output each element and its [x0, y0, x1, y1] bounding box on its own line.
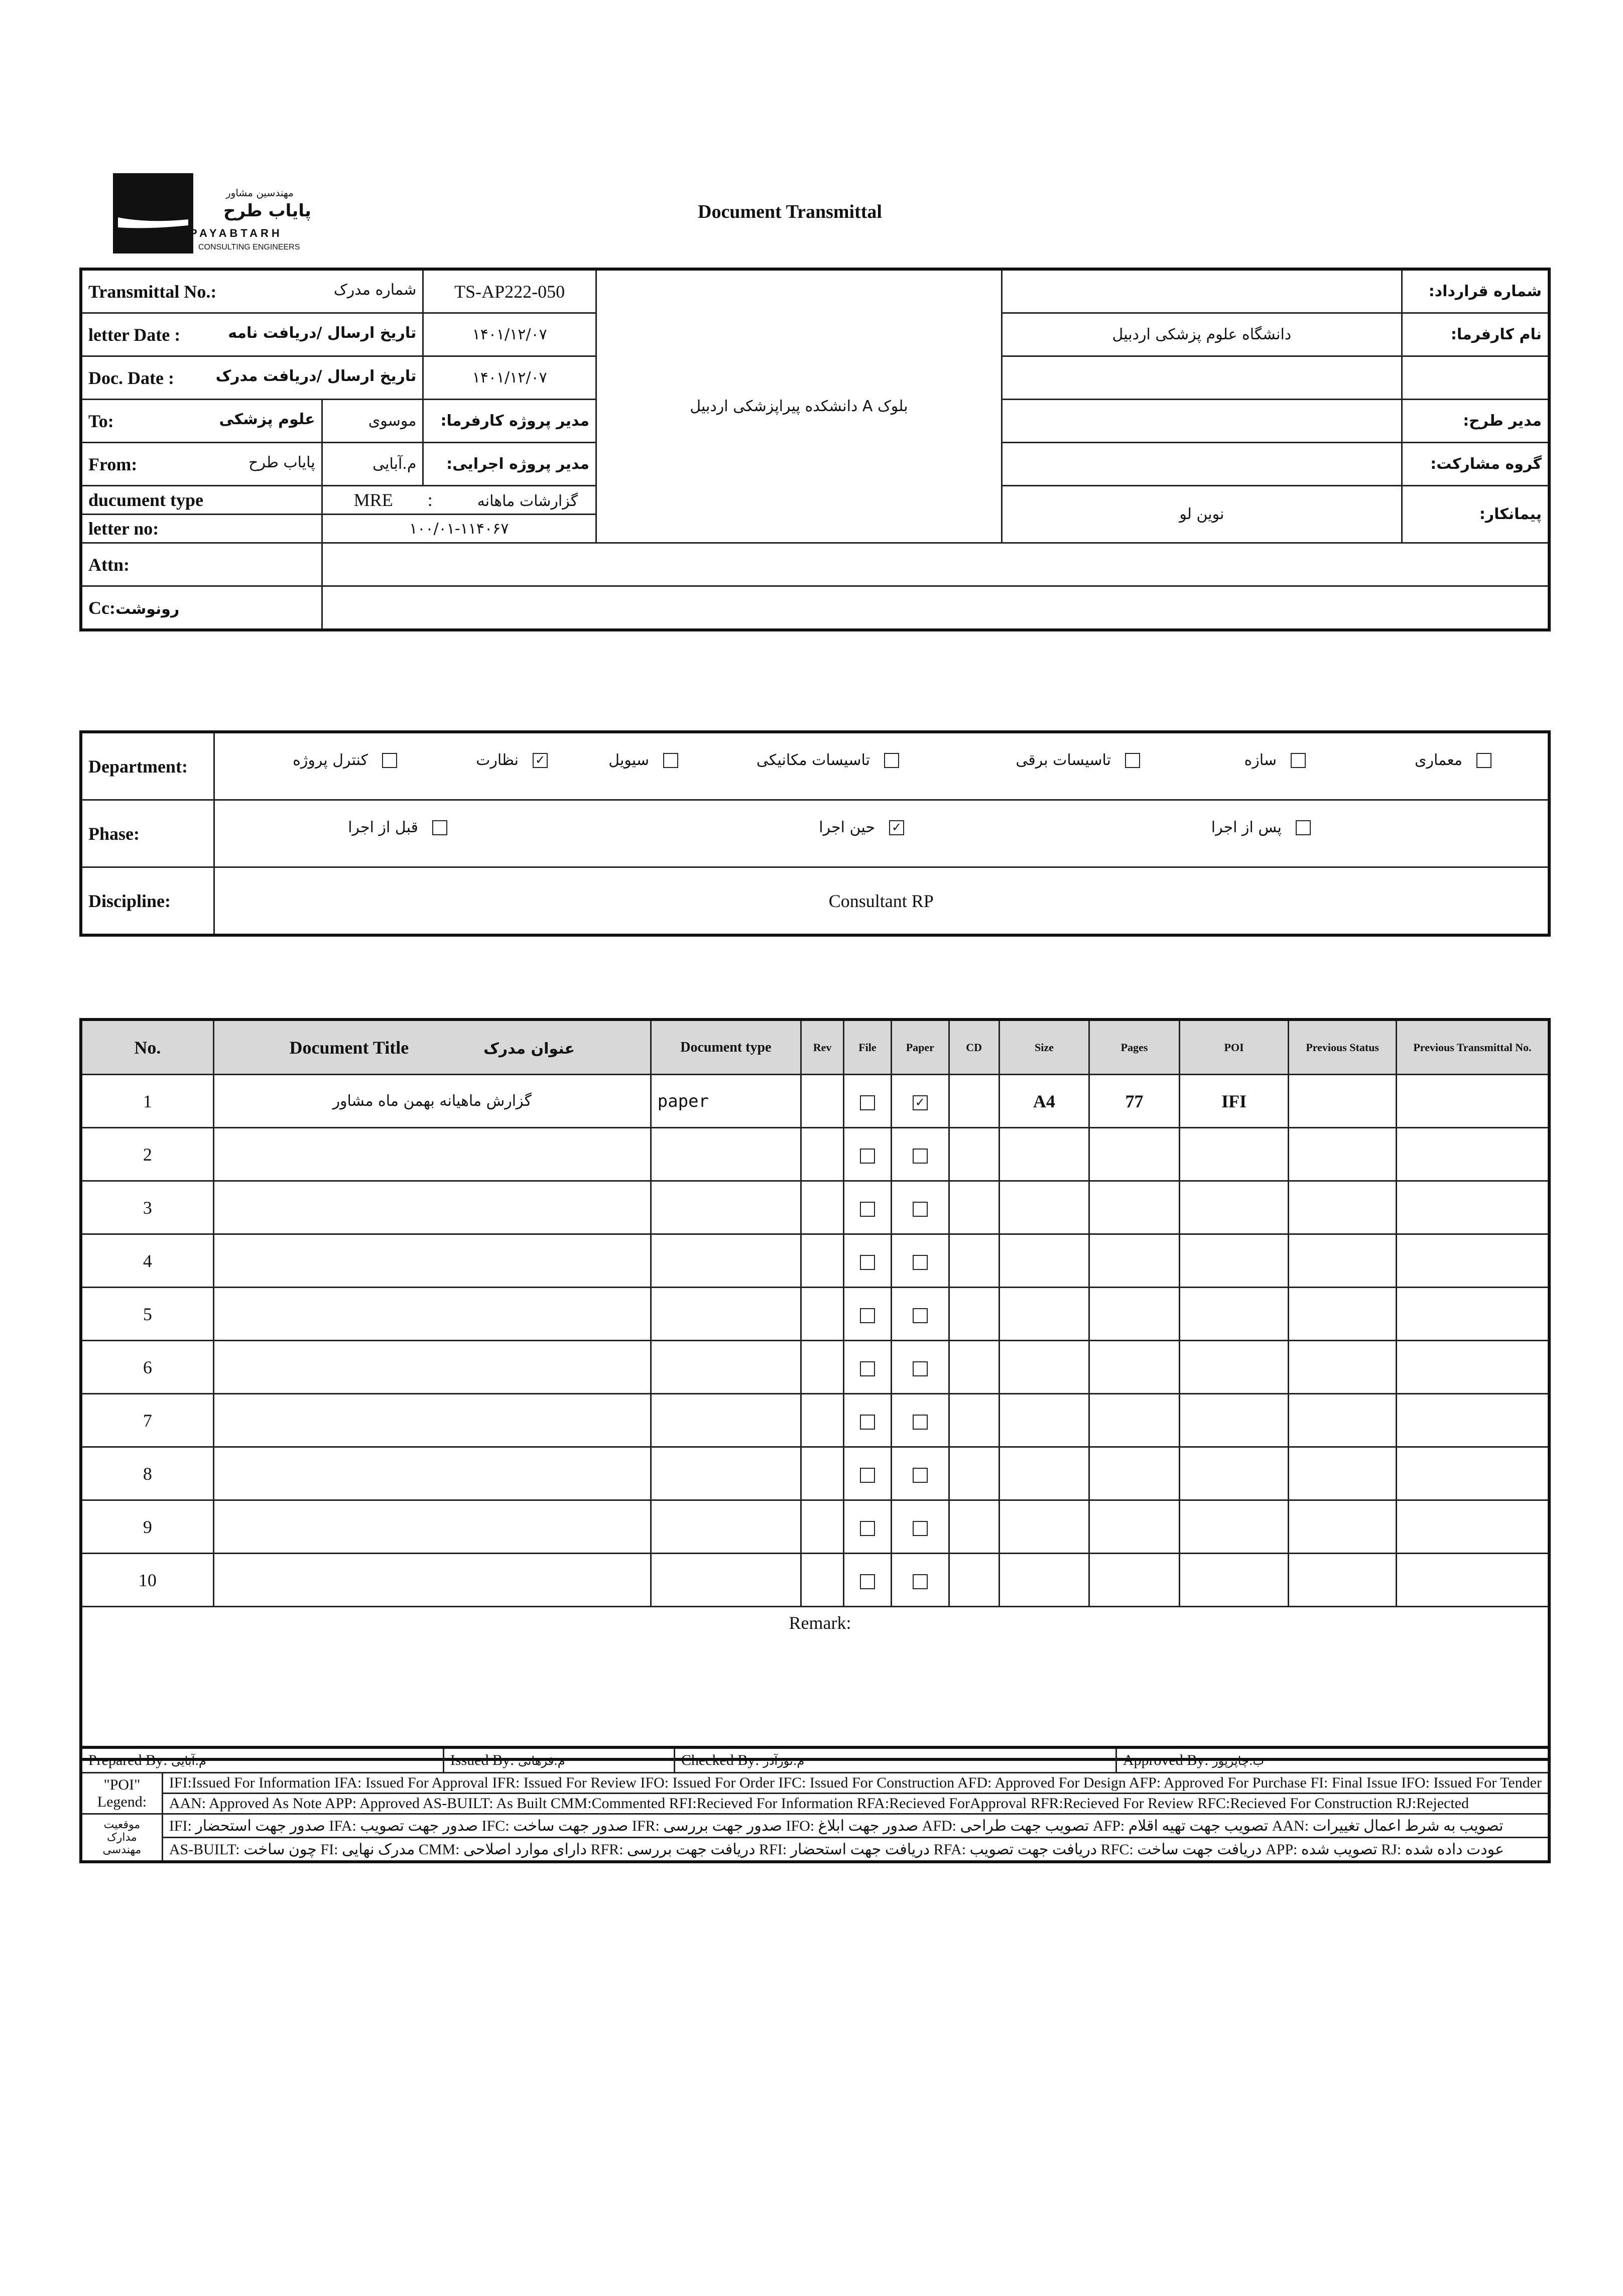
attn-label: Attn: — [81, 543, 322, 586]
row-prev-status — [1289, 1075, 1397, 1128]
issued-by-label: Issued By: — [450, 1752, 515, 1768]
documents-table — [79, 1018, 1551, 1761]
checked-by-label: Checked By: — [681, 1752, 760, 1768]
row-prev-transmittal — [1396, 1234, 1549, 1288]
row-no: 6 — [81, 1341, 213, 1394]
row-paper — [891, 1288, 949, 1341]
phase-options — [221, 819, 1542, 849]
documents-header-row — [81, 1019, 1549, 1075]
file-checkbox[interactable] — [860, 1308, 875, 1323]
row-rev — [801, 1075, 844, 1128]
row-rev — [801, 1128, 844, 1181]
row-size — [999, 1554, 1089, 1607]
doc-type-fa: گزارشات ماهانه — [477, 492, 578, 510]
issued-by-cell — [443, 1747, 674, 1773]
documents-body — [81, 1075, 1549, 1607]
table-row — [81, 1181, 1549, 1234]
from-person: م.آبایی — [322, 443, 423, 486]
paper-checkbox[interactable] — [913, 1521, 928, 1536]
company-logo-mark — [113, 173, 193, 253]
doc-type-label: ducument type — [81, 486, 322, 515]
row-pages — [1089, 1500, 1180, 1554]
row-cd — [949, 1341, 999, 1394]
phase-checkbox[interactable] — [1296, 820, 1311, 835]
row-paper — [891, 1181, 949, 1234]
contractor-label: پیمانکار: — [1402, 486, 1549, 543]
row-size: A4 — [999, 1075, 1089, 1128]
row-poi — [1179, 1447, 1289, 1500]
file-checkbox[interactable] — [860, 1149, 875, 1164]
row-title — [213, 1394, 651, 1447]
row-prev-transmittal — [1396, 1341, 1549, 1394]
client-label: نام کارفرما: — [1402, 313, 1549, 356]
file-checkbox[interactable] — [860, 1521, 875, 1536]
doc-type-code: MRE — [353, 490, 393, 510]
to-label: To: — [88, 411, 114, 431]
row-pages — [1089, 1181, 1180, 1234]
dept-checkbox[interactable] — [1125, 753, 1140, 768]
table-row — [81, 1554, 1549, 1607]
row-size — [999, 1234, 1089, 1288]
row-type — [651, 1128, 801, 1181]
to-role: مدیر پروژه کارفرما: — [423, 400, 596, 443]
to-person: موسوی — [322, 400, 423, 443]
table-row — [81, 1075, 1549, 1128]
col-header-file: File — [844, 1019, 892, 1075]
department-label: Department: — [81, 732, 214, 800]
row-no: 1 — [81, 1075, 213, 1128]
row-prev-transmittal — [1396, 1181, 1549, 1234]
paper-checkbox[interactable] — [913, 1361, 928, 1376]
col-header-rev: Rev — [801, 1019, 844, 1075]
row-file — [844, 1554, 892, 1607]
row-type — [651, 1500, 801, 1554]
status-legend-line-1: IFI: صدور جهت استحضار IFA: صدور جهت تصویب IFC: صدور جهت ساخت IFR: صدور جهت بررسی IFO: صدور جهت ابلاغ AFD: تصویب جهت طراحی AFP: تصویب جهت تهیه اقلام AAN: تصویب به شرط اعمال تغییرات — [162, 1814, 1549, 1838]
row-prev-transmittal — [1396, 1128, 1549, 1181]
dept-checkbox[interactable] — [382, 753, 397, 768]
row-rev — [801, 1554, 844, 1607]
dept-option-supervision[interactable]: ✓نظارت — [476, 751, 548, 769]
dept-option-mechanical[interactable]: تاسیسات مکانیکی — [757, 751, 899, 769]
col-header-cd: CD — [949, 1019, 999, 1075]
row-cd — [949, 1181, 999, 1234]
col-header-title-en: Document Title — [289, 1037, 409, 1058]
design-manager-label: مدیر طرح: — [1402, 400, 1549, 443]
row-pages — [1089, 1234, 1180, 1288]
row-pages — [1089, 1288, 1180, 1341]
row-paper — [891, 1394, 949, 1447]
dept-option-electrical[interactable]: تاسیسات برقی — [1016, 751, 1140, 769]
row-cd — [949, 1128, 999, 1181]
file-checkbox[interactable] — [860, 1361, 875, 1376]
row-type: paper — [651, 1075, 801, 1128]
phase-checkbox-checked[interactable]: ✓ — [889, 820, 904, 835]
doc-date-label: Doc. Date : — [88, 367, 174, 388]
discipline-label: Discipline: — [81, 867, 214, 936]
row-prev-status — [1289, 1341, 1397, 1394]
col-header-no: No. — [81, 1019, 213, 1075]
row-cd — [949, 1234, 999, 1288]
paper-checkbox[interactable] — [913, 1149, 928, 1164]
row-title — [213, 1341, 651, 1394]
row-size — [999, 1447, 1089, 1500]
prepared-by-value: م.آبایی — [171, 1754, 206, 1768]
col-header-paper: Paper — [891, 1019, 949, 1075]
cc-value — [322, 586, 1549, 630]
row-pages: 77 — [1089, 1075, 1180, 1128]
row-rev — [801, 1447, 844, 1500]
phase-option-during[interactable]: ✓حین اجرا — [819, 819, 904, 836]
row-poi — [1179, 1554, 1289, 1607]
row-file — [844, 1288, 892, 1341]
row-title — [213, 1554, 651, 1607]
blank-cell — [1002, 356, 1402, 400]
row-type — [651, 1447, 801, 1500]
row-pages — [1089, 1394, 1180, 1447]
poi-legend-line-2: AAN: Approved As Note APP: Approved AS-BUILT: As Built CMM:Commented RFI:Recieved For Information RFA:Recieved ForApproval RFR:Recieved For Review RFC:Recieved For Construction RJ:Rejected — [162, 1794, 1549, 1814]
to-value: علوم پزشکی — [219, 410, 315, 428]
project-title: بلوک A دانشکده پیراپزشکی اردبیل — [596, 269, 1002, 543]
row-title — [213, 1500, 651, 1554]
logo-en-subtitle: CONSULTING ENGINEERS — [198, 243, 300, 251]
checked-by-value: م.نورآذر — [763, 1754, 805, 1768]
row-paper — [891, 1447, 949, 1500]
row-prev-status — [1289, 1554, 1397, 1607]
file-checkbox[interactable] — [860, 1255, 875, 1270]
partnership-label: گروه مشارکت: — [1402, 443, 1549, 486]
row-cd — [949, 1447, 999, 1500]
row-rev — [801, 1288, 844, 1341]
row-cd — [949, 1288, 999, 1341]
paper-checkbox[interactable] — [913, 1574, 928, 1589]
paper-checkbox-checked[interactable]: ✓ — [913, 1095, 928, 1110]
row-title — [213, 1181, 651, 1234]
dept-option-civil[interactable]: سیویل — [608, 751, 678, 769]
row-type — [651, 1288, 801, 1341]
contractor-value: نوین لو — [1002, 486, 1402, 543]
row-file — [844, 1234, 892, 1288]
letter-date-value: ۱۴۰۱/۱۲/۰۷ — [423, 313, 596, 356]
col-header-type: Document type — [651, 1019, 801, 1075]
remark-label: Remark: — [789, 1613, 851, 1633]
logo-fa-subtitle: مهندسین مشاور — [226, 187, 294, 199]
row-cd — [949, 1394, 999, 1447]
paper-checkbox[interactable] — [913, 1415, 928, 1430]
design-manager-value — [1002, 400, 1402, 443]
letter-no-value: ۱۰۰/۰۱-۱۱۴۰۶۷ — [322, 515, 596, 543]
row-poi: IFI — [1179, 1075, 1289, 1128]
approved-by-value: ب.چاپرپور — [1212, 1754, 1265, 1768]
classification-table — [79, 730, 1551, 937]
remark-cell[interactable] — [81, 1607, 1549, 1760]
table-row — [81, 1288, 1549, 1341]
checked-by-cell — [674, 1747, 1116, 1773]
prepared-by-label: Prepared By: — [88, 1752, 168, 1768]
table-row — [81, 1447, 1549, 1500]
col-header-poi: POI — [1179, 1019, 1289, 1075]
phase-option-before[interactable]: قبل از اجرا — [348, 819, 447, 836]
row-poi — [1179, 1394, 1289, 1447]
row-no: 5 — [81, 1288, 213, 1341]
row-no: 10 — [81, 1554, 213, 1607]
row-poi — [1179, 1341, 1289, 1394]
row-file — [844, 1500, 892, 1554]
row-prev-status — [1289, 1128, 1397, 1181]
phase-checkbox[interactable] — [432, 820, 447, 835]
blank-cell — [1402, 356, 1549, 400]
status-legend-line-2: AS-BUILT: چون ساخت FI: مدرک نهایی CMM: دارای موارد اصلاحی RFR: دریافت جهت بررسی RFI: دریافت جهت استحضار RFA: دریافت جهت تصویب RFC: دریافت جهت ساخت APP: تصویب شده RJ: عودت داده شده — [162, 1838, 1549, 1862]
row-poi — [1179, 1234, 1289, 1288]
row-size — [999, 1341, 1089, 1394]
row-prev-transmittal — [1396, 1554, 1549, 1607]
row-type — [651, 1394, 801, 1447]
file-checkbox[interactable] — [860, 1095, 875, 1110]
footer-table — [79, 1746, 1551, 1863]
paper-checkbox[interactable] — [913, 1255, 928, 1270]
col-header-size: Size — [999, 1019, 1089, 1075]
row-rev — [801, 1181, 844, 1234]
letter-date-label: letter Date : — [88, 324, 181, 345]
dept-checkbox[interactable] — [663, 753, 678, 768]
file-checkbox[interactable] — [860, 1415, 875, 1430]
row-no: 4 — [81, 1234, 213, 1288]
row-pages — [1089, 1554, 1180, 1607]
row-no: 9 — [81, 1500, 213, 1554]
row-paper — [891, 1341, 949, 1394]
row-prev-transmittal — [1396, 1288, 1549, 1341]
col-header-title — [213, 1019, 651, 1075]
paper-checkbox[interactable] — [913, 1308, 928, 1323]
partnership-value — [1002, 443, 1402, 486]
issued-by-value: م.فرهانی — [518, 1754, 565, 1768]
from-value: پایاب طرح — [248, 453, 315, 471]
remark-row — [81, 1607, 1549, 1760]
table-row — [81, 1234, 1549, 1288]
row-rev — [801, 1500, 844, 1554]
approved-by-cell — [1116, 1747, 1549, 1773]
row-no: 7 — [81, 1394, 213, 1447]
cc-fa: رونوشت — [115, 600, 180, 618]
document-title: Document Transmittal — [698, 201, 882, 222]
row-rev — [801, 1394, 844, 1447]
poi-legend-line-1: IFI:Issued For Information IFA: Issued For Approval IFR: Issued For Review IFO: Issued For Order IFC: Issued For Construction AFD: Approved For Design AFP: Approved For Purchase FI: Final Issue IFO: Issued For Tender — [162, 1773, 1549, 1794]
poi-legend-label: "POI" Legend: — [81, 1773, 162, 1814]
dept-checkbox-checked[interactable]: ✓ — [533, 753, 548, 768]
row-prev-status — [1289, 1500, 1397, 1554]
row-no: 2 — [81, 1128, 213, 1181]
paper-checkbox[interactable] — [913, 1468, 928, 1483]
row-paper — [891, 1234, 949, 1288]
table-row — [81, 1500, 1549, 1554]
row-type — [651, 1181, 801, 1234]
row-prev-status — [1289, 1288, 1397, 1341]
row-size — [999, 1181, 1089, 1234]
row-prev-status — [1289, 1394, 1397, 1447]
row-prev-transmittal — [1396, 1500, 1549, 1554]
file-checkbox[interactable] — [860, 1574, 875, 1589]
col-header-prev-status: Previous Status — [1289, 1019, 1397, 1075]
table-row — [81, 1128, 1549, 1181]
file-checkbox[interactable] — [860, 1468, 875, 1483]
contract-no-value — [1002, 269, 1402, 313]
row-file — [844, 1075, 892, 1128]
row-size — [999, 1128, 1089, 1181]
row-file — [844, 1181, 892, 1234]
row-prev-transmittal — [1396, 1075, 1549, 1128]
row-poi — [1179, 1181, 1289, 1234]
row-paper — [891, 1075, 949, 1128]
row-prev-status — [1289, 1234, 1397, 1288]
transmittal-no-value: TS-AP222-050 — [423, 269, 596, 313]
row-file — [844, 1394, 892, 1447]
dept-option-project-control[interactable]: کنترل پروژه — [293, 751, 397, 769]
row-type — [651, 1554, 801, 1607]
phase-label: Phase: — [81, 800, 214, 867]
row-prev-transmittal — [1396, 1447, 1549, 1500]
doc-type-separator: : — [427, 490, 433, 510]
attn-value — [322, 543, 1549, 586]
department-options — [221, 751, 1542, 782]
dept-checkbox[interactable] — [884, 753, 899, 768]
col-header-prev-transmittal: Previous Transmittal No. — [1396, 1019, 1549, 1075]
table-row — [81, 1394, 1549, 1447]
row-title — [213, 1447, 651, 1500]
logo-fa-name: پایاب طرح — [223, 201, 311, 221]
paper-checkbox[interactable] — [913, 1202, 928, 1217]
approved-by-label: Approved By: — [1122, 1752, 1209, 1768]
doc-date-fa: تاریخ ارسال /دریافت مدرک — [215, 367, 417, 385]
col-header-title-fa: عنوان مدرک — [483, 1040, 575, 1058]
row-prev-transmittal — [1396, 1394, 1549, 1447]
row-type — [651, 1234, 801, 1288]
row-size — [999, 1500, 1089, 1554]
row-file — [844, 1341, 892, 1394]
prepared-by-cell — [81, 1747, 443, 1773]
row-prev-status — [1289, 1447, 1397, 1500]
header-table — [79, 268, 1551, 631]
row-title — [213, 1288, 651, 1341]
dept-checkbox[interactable] — [1291, 753, 1306, 768]
transmittal-no-fa: شماره مدرک — [333, 281, 417, 299]
doc-date-value: ۱۴۰۱/۱۲/۰۷ — [423, 356, 596, 400]
row-pages — [1089, 1128, 1180, 1181]
row-file — [844, 1447, 892, 1500]
row-title — [213, 1234, 651, 1288]
client-value: دانشگاه علوم پزشکی اردبیل — [1002, 313, 1402, 356]
status-legend-label: موقعیت مدارک مهندسی — [81, 1814, 162, 1862]
from-role: مدیر پروژه اجرایی: — [423, 443, 596, 486]
row-cd — [949, 1075, 999, 1128]
logo-swoosh-icon — [113, 173, 193, 253]
discipline-value: Consultant RP — [214, 867, 1549, 936]
row-poi — [1179, 1500, 1289, 1554]
row-poi — [1179, 1128, 1289, 1181]
row-paper — [891, 1500, 949, 1554]
file-checkbox[interactable] — [860, 1202, 875, 1217]
transmittal-no-label-cell — [81, 269, 423, 313]
row-file — [844, 1128, 892, 1181]
letter-date-fa: تاریخ ارسال /دریافت نامه — [228, 324, 417, 342]
row-prev-status — [1289, 1181, 1397, 1234]
cc-label: Cc: — [88, 597, 115, 618]
row-rev — [801, 1234, 844, 1288]
row-no: 8 — [81, 1447, 213, 1500]
row-cd — [949, 1554, 999, 1607]
row-size — [999, 1394, 1089, 1447]
letter-no-label: letter no: — [81, 515, 322, 543]
dept-checkbox[interactable] — [1476, 753, 1491, 768]
row-pages — [1089, 1341, 1180, 1394]
from-label: From: — [88, 454, 138, 474]
row-type — [651, 1341, 801, 1394]
row-title: گزارش ماهیانه بهمن ماه مشاور — [213, 1075, 651, 1128]
row-size — [999, 1288, 1089, 1341]
row-cd — [949, 1500, 999, 1554]
row-pages — [1089, 1447, 1180, 1500]
dept-option-structure[interactable]: سازه — [1244, 751, 1306, 769]
contract-no-label: شماره قرارداد: — [1402, 269, 1549, 313]
row-no: 3 — [81, 1181, 213, 1234]
dept-option-architecture[interactable]: معماری — [1415, 751, 1491, 769]
row-paper — [891, 1128, 949, 1181]
col-header-pages: Pages — [1089, 1019, 1180, 1075]
phase-option-after[interactable]: پس از اجرا — [1211, 819, 1311, 836]
row-poi — [1179, 1288, 1289, 1341]
row-paper — [891, 1554, 949, 1607]
row-title — [213, 1128, 651, 1181]
table-row — [81, 1341, 1549, 1394]
row-rev — [801, 1341, 844, 1394]
logo-en-name: PAYABTARH — [190, 227, 283, 239]
transmittal-no-label: Transmittal No.: — [88, 281, 217, 302]
